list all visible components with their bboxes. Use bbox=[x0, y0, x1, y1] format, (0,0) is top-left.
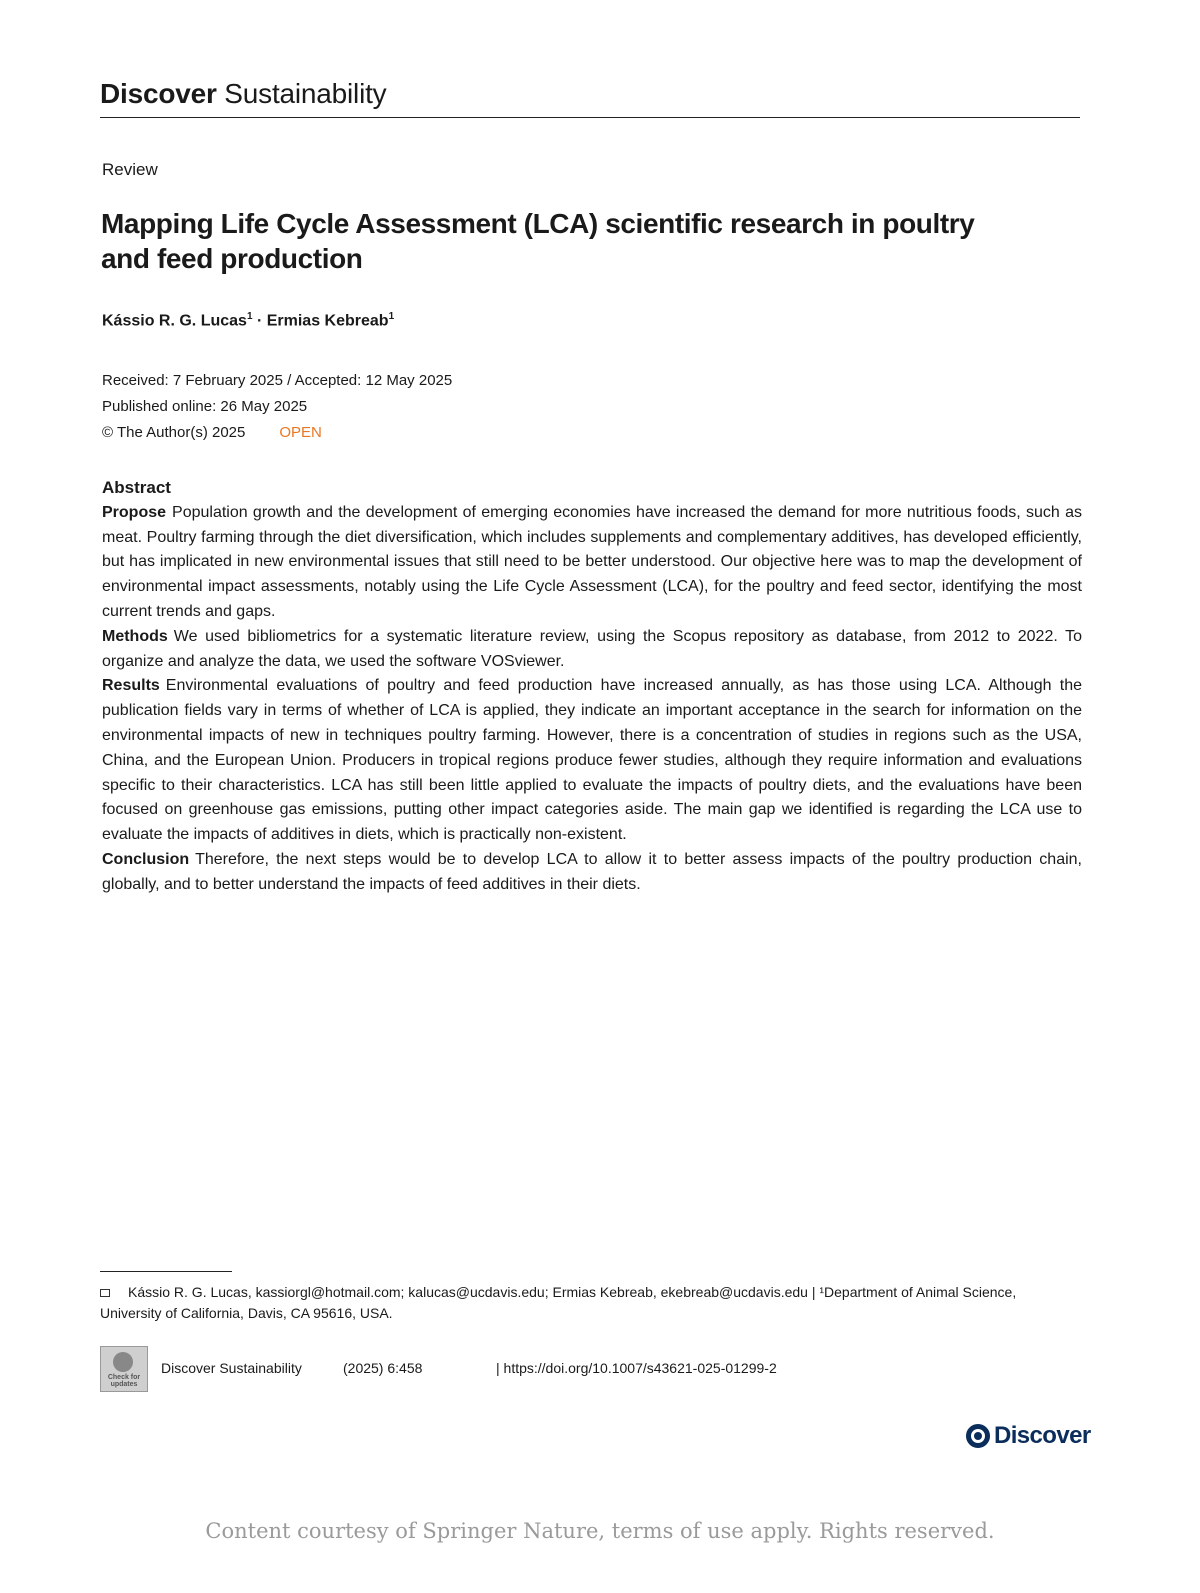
courtesy-watermark: Content courtesy of Springer Nature, terms of use apply. Rights reserved. bbox=[205, 1519, 995, 1543]
footnote-divider bbox=[100, 1271, 232, 1272]
abstract-heading: Abstract bbox=[102, 478, 171, 497]
section-label: Propose bbox=[102, 503, 167, 521]
journal-name-bold: Discover bbox=[100, 78, 217, 109]
logo-word: Discover bbox=[994, 1422, 1091, 1449]
abstract-section-propose bbox=[102, 501, 1082, 625]
footnote-text: Kássio R. G. Lucas, kassiorgl@hotmail.com; kalucas@ucdavis.edu; Ermias Kebreab, ekebreab@ucdavis.edu | ¹Department of Animal Science, University of California, Davis, CA 95616, USA. bbox=[100, 1284, 1017, 1321]
section-label: Conclusion bbox=[102, 850, 190, 868]
copyright: © The Author(s) 2025 bbox=[102, 424, 246, 441]
bookmark-icon bbox=[113, 1352, 133, 1372]
doi-link[interactable]: | https://doi.org/10.1007/s43621-025-01299-2 bbox=[496, 1360, 777, 1376]
author-list bbox=[102, 311, 394, 330]
section-label: Results bbox=[102, 677, 160, 695]
section-text: Therefore, the next steps would be to develop LCA to allow it to better assess impacts of the poultry production chain, globally, and to better understand the impacts of feed additives in their diets. bbox=[102, 850, 1082, 893]
check-for-updates-badge[interactable] bbox=[100, 1346, 148, 1392]
badge-text: Check for updates bbox=[107, 1374, 141, 1388]
open-access-badge: OPEN bbox=[279, 424, 322, 441]
footer-volume: (2025) 6:458 bbox=[343, 1360, 423, 1376]
author-separator: · bbox=[252, 312, 267, 330]
section-text: Environmental evaluations of poultry and feed production have increased annually, as has those using LCA. Although the publication fields vary in terms of whether of LCA is applied, they indicate an important acceptance in the search for information on the environmental impacts of new in techniques poultry farming. However, there is a concentration of studies in regions such as the USA, China, and the European Union. Producers in tropical regions produce fewer studies, although they require information and evaluations specific to their characteristics. LCA has still been little applied to evaluate the impacts of poultry diets, and the evaluations have been focused on greenhouse gas emissions, putting other impact categories aside. The main gap we identified is regarding the LCA use to evaluate the impacts of additives in diets, which is practically non-existent. bbox=[102, 677, 1082, 844]
received-date: Received: 7 February 2025 / Accepted: 12 May 2025 bbox=[102, 372, 453, 389]
author-affiliation: 1 bbox=[246, 311, 253, 322]
copyright-line bbox=[102, 420, 452, 446]
article-title: Mapping Life Cycle Assessment (LCA) scientific research in poultry and feed production bbox=[101, 208, 975, 274]
abstract bbox=[102, 476, 1082, 898]
discover-logo bbox=[966, 1420, 1091, 1452]
section-label: Methods bbox=[102, 627, 168, 645]
author-name[interactable]: Ermias Kebreab bbox=[266, 312, 389, 330]
abstract-section-methods bbox=[102, 625, 1082, 675]
article-type: Review bbox=[102, 160, 158, 179]
discover-logo-icon bbox=[966, 1424, 990, 1448]
journal-header bbox=[100, 78, 386, 110]
author-name[interactable]: Kássio R. G. Lucas bbox=[102, 312, 247, 330]
section-text: We used bibliometrics for a systematic literature review, using the Scopus repository as database, from 2012 to 2022. To organize and analyze the data, we used the software VOSviewer. bbox=[102, 627, 1082, 670]
footer-bar bbox=[100, 1346, 1080, 1392]
article-dates bbox=[102, 368, 452, 446]
author-affiliation: 1 bbox=[388, 311, 395, 322]
abstract-section-results bbox=[102, 674, 1082, 848]
header-divider bbox=[100, 117, 1080, 118]
footer-journal: Discover Sustainability bbox=[161, 1360, 302, 1376]
published-date: Published online: 26 May 2025 bbox=[102, 398, 308, 415]
correspondence-footnote bbox=[100, 1282, 1080, 1324]
section-text: Population growth and the development of emerging economies have increased the demand for more nutritious foods, such as meat. Poultry farming through the diet diversification, which includes supplements and complementary additives, has developed efficiently, but has implicated in new environmental issues that still need to be better understood. Our objective here was to map the development of environmental impact assessments, notably using the Life Cycle Assessment (LCA), for the poultry and feed sector, identifying the most current trends and gaps. bbox=[102, 503, 1082, 620]
envelope-icon bbox=[100, 1289, 110, 1297]
abstract-section-conclusion bbox=[102, 848, 1082, 898]
journal-name-light: Sustainability bbox=[224, 78, 387, 109]
